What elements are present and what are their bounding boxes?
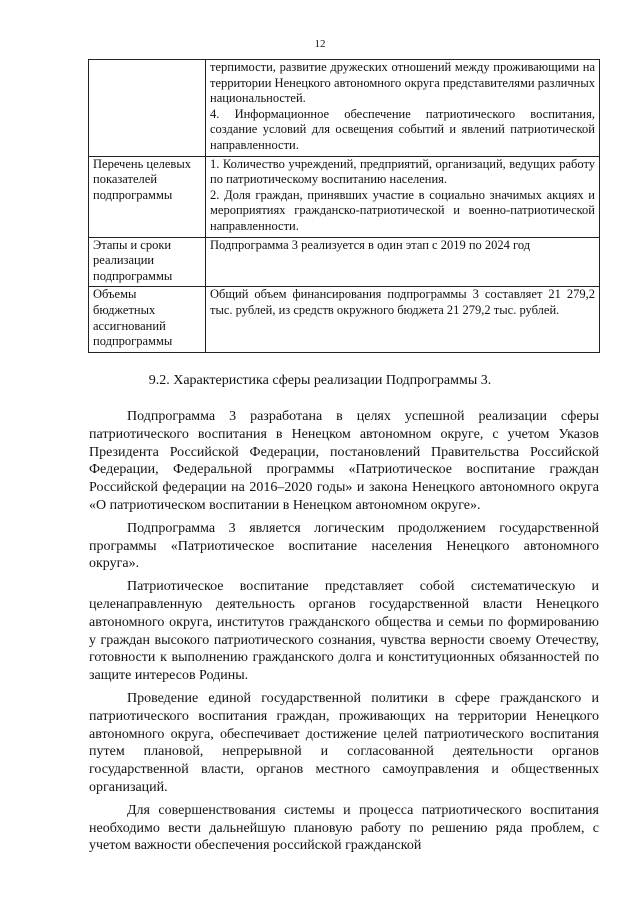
paragraph: Проведение единой государственной политики в сфере гражданского и патриотического воспитания граждан, проживающих на территории Ненецкого автономного округа, обеспечивает достижение целей патриотического воспитания путем плановой, непрерывной и согласованной деятельности органов государственной власти, органов местного самоуправления и общественных организаций.	[89, 690, 599, 795]
table-row	[89, 156, 600, 237]
table-row	[89, 60, 600, 157]
subprogram-passport-table	[88, 59, 600, 353]
row-content	[206, 60, 600, 157]
cell-paragraph: Общий объем финансирования подпрограммы 3 составляет 21 279,2 тыс. рублей, из средств окружного бюджета 21 279,2 тыс. рублей.	[210, 287, 595, 317]
row-label	[89, 60, 206, 157]
cell-paragraph: Подпрограмма 3 реализуется в один этап с 2019 по 2024 год	[210, 237, 531, 252]
row-content	[206, 237, 600, 287]
cell-paragraph: 2. Доля граждан, принявших участие в социально значимых акциях и мероприятиях гражданско-патриотической и военно-патриотической направленности.	[210, 187, 595, 233]
paragraph: Патриотическое воспитание представляет собой систематическую и целенаправленную деятельность органов государственной власти Ненецкого автономного округа, институтов гражданского общества и семьи по формированию у граждан высокого патриотического сознания, чувства верности своему Отечеству, готовности к выполнению гражданского долга и конституционных обязанностей по защите интересов Родины.	[89, 579, 599, 684]
paragraph: Для совершенствования системы и процесса патриотического воспитания необходимо вести дальнейшую плановую работу по решению ряда проблем, с учетом важности обеспечения российской гражданской	[89, 802, 599, 854]
cell-paragraph: терпимости, развитие дружеских отношений между проживающими на территории Ненецкого автономного округа представителями различных национальностей.	[210, 60, 595, 106]
paragraph: Подпрограмма 3 является логическим продолжением государственной программы «Патриотическое воспитание населения Ненецкого автономного округа».	[89, 520, 599, 572]
body-text	[89, 408, 599, 860]
cell-paragraph: 4. Информационное обеспечение патриотического воспитания, создание условий для освещения событий и явлений патриотической направленности.	[210, 106, 595, 152]
row-label: Этапы и сроки реализации подпрограммы	[89, 237, 206, 287]
page-number: 12	[314, 38, 326, 50]
table-row	[89, 287, 600, 352]
row-label: Перечень целевых показателей подпрограммы	[89, 156, 206, 237]
cell-paragraph: 1. Количество учреждений, предприятий, организаций, ведущих работу по патриотическому воспитанию населения.	[210, 156, 595, 187]
row-content	[206, 156, 600, 237]
table-row	[89, 237, 600, 287]
section-heading: 9.2. Характеристика сферы реализации Подпрограммы 3.	[148, 373, 492, 388]
row-content	[206, 287, 600, 352]
paragraph: Подпрограмма 3 разработана в целях успешной реализации сферы патриотического воспитания в Ненецком автономном округе, с учетом Указов Президента Российской Федерации, постановлений Правительства Российской Федерации, Федеральной программы «Патриотическое воспитание граждан Российской федерации на 2016–2020 годы» и закона Ненецкого автономного округа «О патриотическом воспитании в Ненецком автономном округе».	[89, 409, 599, 513]
row-label: Объемы бюджетных ассигнований подпрограммы	[89, 287, 206, 352]
